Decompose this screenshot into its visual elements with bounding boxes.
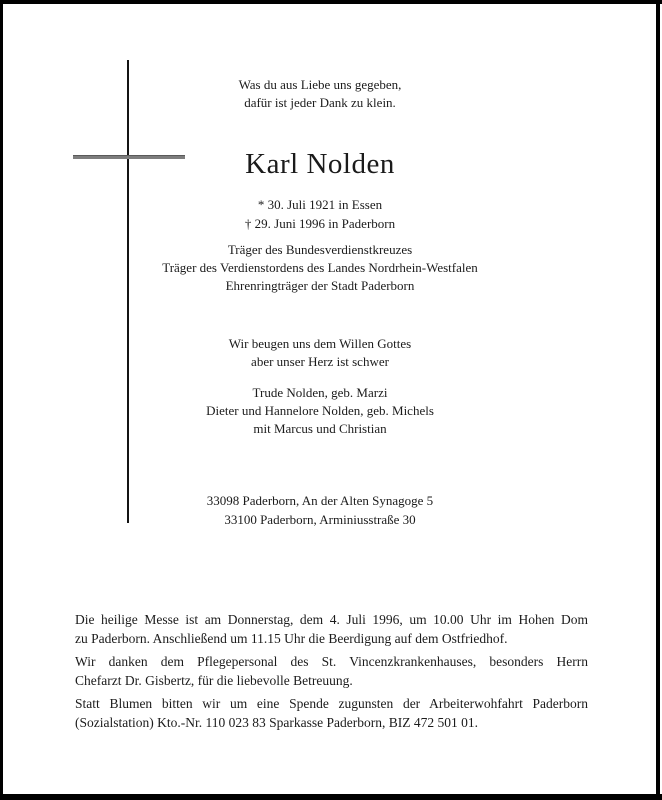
memorial-quote-line-1: Was du aus Liebe uns gegeben, <box>238 77 402 92</box>
announcements-section <box>75 610 588 736</box>
mourner-line: mit Marcus und Christian <box>253 421 387 436</box>
life-dates <box>0 195 640 233</box>
frame-bar-bottom <box>0 794 662 800</box>
condolence-verse <box>0 335 640 371</box>
death-date-line: † 29. Juni 1996 in Paderborn <box>244 216 396 231</box>
mourner-line: Trude Nolden, geb. Marzi <box>252 385 388 400</box>
deceased-name-block <box>0 146 640 182</box>
mourners-list <box>0 384 640 438</box>
donation-paragraph-line-2: (Sozialstation) Kto.-Nr. 110 023 83 Sparkasse Paderborn, BIZ 472 501 01. <box>75 715 478 730</box>
honor-line: Ehrenringträger der Stadt Paderborn <box>225 278 415 293</box>
frame-bar-top <box>0 0 662 4</box>
address-list <box>0 491 640 529</box>
frame-bar-right <box>656 0 660 800</box>
honors-list <box>0 241 640 295</box>
thanks-paragraph-line-2: Chefarzt Dr. Gisbertz, für die liebevolle Betreuung. <box>75 673 353 688</box>
service-announcement-line-2: zu Paderborn. Anschließend um 11.15 Uhr die Beerdigung auf dem Ostfriedhof. <box>75 631 508 646</box>
service-announcement-line-1: Die heilige Messe ist am Donnerstag, dem 4. Juli 1996, um 10.00 Uhr im Hohen Dom <box>75 612 588 627</box>
mourner-line: Dieter und Hannelore Nolden, geb. Michels <box>206 403 434 418</box>
memorial-quote <box>0 76 640 112</box>
condolence-line-1: Wir beugen uns dem Willen Gottes <box>228 336 412 351</box>
donation-paragraph <box>75 694 588 732</box>
thanks-paragraph-line-1: Wir danken dem Pflegepersonal des St. Vincenzkrankenhauses, besonders Herrn <box>75 654 588 669</box>
thanks-paragraph <box>75 652 588 690</box>
honor-line: Träger des Verdienstordens des Landes Nordrhein-Westfalen <box>162 260 478 275</box>
service-announcement <box>75 610 588 648</box>
birth-date-line: * 30. Juli 1921 in Essen <box>257 197 383 212</box>
honor-line: Träger des Bundesverdienstkreuzes <box>227 242 413 257</box>
address-line: 33098 Paderborn, An der Alten Synagoge 5 <box>206 493 434 508</box>
address-line: 33100 Paderborn, Arminiusstraße 30 <box>224 512 416 527</box>
deceased-name: Karl Nolden <box>245 148 395 180</box>
condolence-line-2: aber unser Herz ist schwer <box>251 354 389 369</box>
memorial-quote-line-2: dafür ist jeder Dank zu klein. <box>244 95 396 110</box>
donation-paragraph-line-1: Statt Blumen bitten wir um eine Spende zugunsten der Arbeiterwohfahrt Paderborn <box>75 696 588 711</box>
